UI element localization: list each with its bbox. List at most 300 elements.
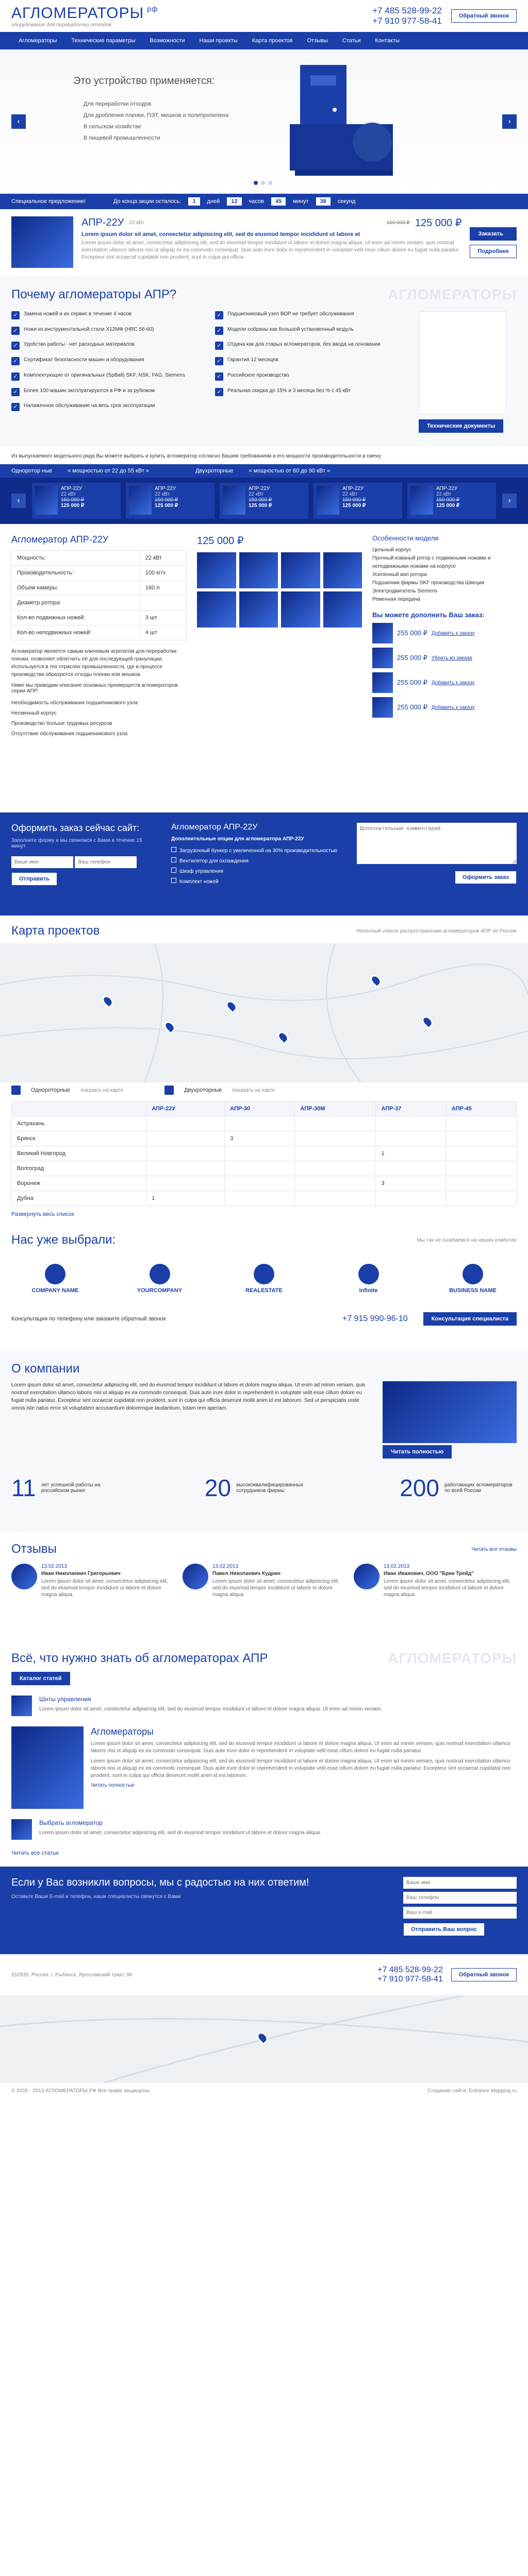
article-title[interactable]: Шнты управления [39, 1696, 91, 1703]
offer-badge: 22 кВт [129, 220, 144, 226]
all-reviews-link[interactable]: Читать все отзывы [471, 1546, 517, 1552]
extras-title: Дополнительные опции для агломератора АПР-22У [171, 836, 304, 842]
hero-prev-arrow[interactable]: ‹ [11, 114, 26, 129]
main-nav [0, 32, 528, 49]
column-header: АПР-30М [295, 1101, 376, 1116]
days-label: дней [207, 198, 220, 205]
review-card [11, 1564, 174, 1598]
why-item-text: Подшипниковый узел ВОР не требует обслуживания [227, 311, 354, 317]
spec-row [12, 596, 187, 611]
check-icon: ✓ [11, 342, 20, 350]
spec-name: Производительность: [12, 566, 140, 581]
question-title: Если у Вас возникли вопросы, мы с радостью на них ответим! [11, 1877, 309, 1888]
addon-toggle[interactable]: Добавить к заказу [431, 680, 475, 686]
article-item[interactable] [11, 1696, 517, 1716]
footer [11, 1954, 517, 1995]
gallery [197, 552, 362, 628]
order-note: Заполните форму и мы свяжемся с Вами в течение 15 минут [11, 838, 142, 849]
footer-map[interactable] [0, 1995, 528, 2083]
expand-list-link[interactable]: Развернуть весь список [11, 1211, 74, 1217]
stat-item [205, 1474, 308, 1502]
article-title[interactable]: Выбрать агломератор [39, 1819, 103, 1826]
read-all-articles[interactable]: Читать все статьи [11, 1850, 59, 1856]
article-image [11, 1726, 84, 1809]
order-submit-2[interactable]: Оформить заказ [455, 871, 517, 884]
extra-label: Шкаф управления [179, 869, 223, 874]
header [11, 0, 517, 32]
review-text: Lorem ipsum dolor sit amet, consectetur adipisicing elit, sed do eiusmod tempor incididunt ut labore et dolore magna aliqua. [212, 1579, 339, 1598]
why-item-text: Налаженное обслуживание на весь срок эксплуатации [24, 403, 155, 409]
map-tab-double-sub[interactable]: показать на карте [232, 1087, 275, 1093]
check-icon: ✓ [11, 388, 20, 396]
reviews-section [11, 1532, 517, 1645]
callback-phone[interactable]: +7 915 990-96-10 [342, 1314, 408, 1323]
detail-bullet: Несменный корпус [11, 710, 57, 716]
extra-option[interactable] [171, 846, 341, 856]
hero-dot[interactable] [268, 181, 272, 185]
hero-item: Для переработки отходов [84, 101, 152, 107]
addon-price: 255 000 ₽ [397, 629, 427, 637]
footer-phone-2[interactable]: +7 910 977-58-41 [377, 1975, 443, 1984]
order-comment[interactable] [357, 823, 517, 864]
article-item[interactable] [11, 1819, 517, 1840]
gallery-thumb[interactable] [323, 552, 362, 588]
countdown-seconds: 38 [316, 197, 331, 206]
clients-sub: Мы так не ошибаемся на наших клиентах [417, 1237, 517, 1243]
detail-price: 125 000 ₽ [197, 535, 244, 547]
gallery-thumb[interactable] [239, 591, 278, 628]
table-cell [446, 1116, 516, 1131]
offer-price: 125 000 ₽ [415, 217, 462, 229]
table-cell: Астрахань [12, 1116, 146, 1131]
client-name: BUSINESS NAME [449, 1287, 497, 1294]
model-card[interactable] [126, 483, 214, 519]
minutes-label: минут [293, 198, 309, 205]
order-name-input[interactable] [11, 856, 73, 868]
hero-dot[interactable] [254, 181, 258, 185]
stat-number: 200 [400, 1475, 439, 1501]
extra-label: Загрузочный бункер с увеличенной на 30% производительностью [179, 848, 338, 854]
spec-value: 22 кВт [140, 551, 186, 566]
review-date: 13.02.2013 [212, 1564, 239, 1569]
table-cell [376, 1191, 446, 1206]
why-item [11, 372, 205, 384]
feature-item: Ременная передача [372, 597, 420, 602]
callback-button[interactable]: Обратный звонок [451, 9, 517, 23]
addon-image [372, 623, 393, 643]
gallery-thumb[interactable] [197, 552, 236, 588]
docs-button[interactable]: Технические документы [419, 419, 503, 433]
hero-dots [254, 181, 272, 185]
column-header: АПР-22У [146, 1101, 225, 1116]
gallery-thumb[interactable] [281, 591, 320, 628]
copyright: © 2005 - 2013 АГЛОМЕРАТОРЫ.РФ Все права защищены [11, 2088, 150, 2094]
check-icon: ✓ [11, 372, 20, 381]
spec-value: 160 л [140, 581, 186, 596]
table-cell: Воронеж [12, 1176, 146, 1191]
detail-bullet: Производство больше трудовых ресурсов [11, 721, 112, 726]
about-section [0, 1351, 528, 1532]
table-cell: 1 [376, 1146, 446, 1161]
hero-dot[interactable] [261, 181, 265, 185]
clients-section [11, 1223, 517, 1351]
why-item-text: Удобство работы - нет расходных материалов [24, 342, 135, 348]
table-cell [146, 1176, 225, 1191]
clients-title: Нас уже выбрали: [11, 1233, 116, 1247]
why-item [215, 327, 408, 338]
model-price: 125 000 ₽ [61, 503, 85, 509]
nav-item[interactable]: Карта проектов [252, 38, 293, 44]
made-by[interactable]: Создание сайта: Entrance Mapping.ru [427, 2088, 517, 2094]
logo-suffix: рф [147, 4, 158, 13]
order-submit-button[interactable]: Отправить [11, 872, 57, 886]
header-phone-1[interactable]: +7 485 528-99-22 [372, 6, 442, 15]
offer-old-price: 150 000 ₽ [386, 220, 410, 226]
why-item-text: Отдача как для старых агломераторов, без ввода на основании [227, 342, 381, 348]
table-cell [376, 1116, 446, 1131]
model-old-price: 150 000 ₽ [436, 497, 460, 503]
avatar [11, 1564, 37, 1589]
check-icon: ✓ [11, 311, 20, 319]
q-phone-input[interactable] [403, 1892, 517, 1904]
logo-text: АГЛОМЕРАТОРЫ [11, 4, 144, 22]
nav-item[interactable]: Статьи [342, 38, 361, 44]
table-cell [295, 1116, 376, 1131]
checkbox-icon[interactable] [171, 847, 176, 852]
review-card [354, 1564, 517, 1598]
hero-list [84, 98, 228, 144]
hero-item: Для дробления пленки, ПЭТ, мешков и полипропилена [84, 112, 229, 118]
footer-phone-1[interactable]: +7 485 528-99-22 [377, 1965, 443, 1974]
map-title: Карта проектов [11, 924, 100, 938]
footer-callback[interactable]: Обратный звонок [451, 1968, 517, 1981]
nav-item[interactable]: Наши проекты [199, 38, 238, 44]
why-item [11, 342, 205, 353]
reviews-title: Отзывы [11, 1542, 57, 1556]
model-thumb [35, 486, 58, 515]
addon-image [372, 697, 393, 718]
projects-table [11, 1101, 517, 1206]
table-cell [225, 1116, 295, 1131]
select-intro: Из выпускаемого модельного ряда Вы можете выбрать и купить агломератор согласно Вашим требованиям и его мощности производительности в смену [11, 453, 382, 459]
spec-value: 4 шт [140, 625, 186, 640]
client-name: YOURCOMPANY [137, 1287, 183, 1294]
model-card[interactable] [314, 483, 402, 519]
avatar [183, 1564, 208, 1589]
article-text: Lorem ipsum dolor sit amet, consectetur adipisicing elit, sed do eiusmod tempor incididunt ut labore et dolore magna aliqua. [39, 1830, 321, 1836]
spec-name: Диаметр ротора: [12, 596, 140, 611]
promo-label: Специальное предложение! [11, 198, 86, 205]
promo-until: До конца акции осталось: [113, 198, 182, 205]
article-image [11, 1696, 32, 1716]
hero-item: В пищевой промышленности [84, 135, 160, 141]
check-icon: ✓ [11, 357, 20, 365]
spec-table [11, 550, 187, 640]
addon-price: 255 000 ₽ [397, 679, 427, 686]
model-card[interactable] [220, 483, 308, 519]
projects-map[interactable] [0, 943, 528, 1082]
model-tabs [0, 464, 528, 478]
spec-value: 100 кг/ч [140, 566, 186, 581]
stat-number: 11 [11, 1475, 36, 1501]
table-cell [225, 1161, 295, 1176]
why-item-text: Замена ножей и их сервис в течение 4 часов [24, 311, 132, 317]
client-logo-mark [45, 1264, 65, 1284]
article-image [11, 1819, 32, 1840]
review-date: 13.02.2013 [384, 1564, 410, 1569]
seconds-label: секунд [337, 198, 356, 205]
client-logo-mark [358, 1264, 379, 1284]
article-title[interactable]: Агломераторы [91, 1726, 154, 1737]
table-cell: 1 [146, 1191, 225, 1206]
nav-item[interactable]: Технические параметры [71, 38, 136, 44]
why-item [11, 357, 205, 368]
catalog-tab[interactable]: Каталог статей [11, 1672, 70, 1685]
hero-item: В сельском хозяйстве [84, 124, 141, 130]
nav-item[interactable]: Отзывы [307, 38, 328, 44]
column-header: АПР-37 [376, 1101, 446, 1116]
more-button[interactable]: Подробнее [470, 245, 517, 258]
map-tab-single[interactable]: Однороторные [31, 1087, 71, 1093]
gallery-thumb[interactable] [239, 552, 278, 588]
nav-item[interactable]: Контакты [375, 38, 400, 44]
spec-row [12, 551, 187, 566]
promo-bar [0, 194, 528, 209]
features-title: Особенности модели [372, 534, 439, 542]
spec-row [12, 625, 187, 640]
table-cell [225, 1176, 295, 1191]
model-name: АПР-22У [342, 486, 364, 492]
offer-card [11, 209, 517, 276]
gallery-thumb[interactable] [197, 591, 236, 628]
tab-double-power: « мощностью от 60 до 90 кВт » [249, 468, 331, 474]
offer-text: Lorem ipsum dolor sit amet, consectetur adipisicing elit, sed do eiusmod tempor incididunt ut labore et dolore magna aliqua. Ut enim ad minim veniam, quis nostrud exercitation ullamco laboris nisi ut aliquip ex ea commodo consequat. Duis aute irure dolor in reprehenderit in voluptate velit esse cillum dolore eu fugiat nulla pariatur. Excepteur sint occaecat cupidatat non proident, sunt in culpa qui officia [81, 240, 460, 260]
articles-watermark: АГЛОМЕРАТОРЫ [387, 1650, 517, 1666]
about-title: О компании [11, 1362, 80, 1376]
nav-item[interactable]: Возможности [150, 38, 185, 44]
stat-item [400, 1474, 517, 1502]
hero-next-arrow[interactable]: › [502, 114, 517, 129]
avatar [354, 1564, 380, 1589]
checkbox-icon[interactable] [171, 868, 176, 873]
table-cell: Великий Новгород [12, 1146, 146, 1161]
logo[interactable] [11, 5, 158, 28]
order-phone-input[interactable] [75, 856, 137, 868]
client-logo [11, 1256, 99, 1302]
why-item-text: Модели собраны как большой установочный модуль [227, 326, 354, 332]
carousel-next[interactable]: › [502, 494, 517, 508]
map-tab-icon [164, 1086, 174, 1095]
addon-toggle[interactable]: Добавить к заказу [431, 704, 475, 710]
model-price: 125 000 ₽ [249, 503, 272, 509]
spec-value [140, 596, 186, 611]
feature-item: Подшипник фирмы SKF производства Швеции [372, 580, 485, 586]
article-text: Lorem ipsum dolor sit amet, consectetur adipisicing elit, sed do eiusmod tempor incididunt ut labore et dolore magna aliqua. Ut enim ad minim veniam. [39, 1706, 383, 1712]
gallery-thumb[interactable] [281, 552, 320, 588]
table-cell: Дубна [12, 1191, 146, 1206]
hero-title: Это устройство применяется: [73, 75, 215, 87]
review-name: Павел Николаевич Кудрин [212, 1571, 280, 1577]
model-thumb [223, 486, 245, 515]
extra-option[interactable] [171, 877, 341, 887]
model-card[interactable] [407, 483, 496, 519]
bottom-bar [11, 2083, 517, 2098]
addons-title: Вы можете дополнить Ваш заказ: [372, 611, 485, 619]
model-price: 125 000 ₽ [155, 503, 178, 509]
table-cell: 3 [225, 1131, 295, 1146]
gallery-thumb[interactable] [323, 591, 362, 628]
header-phone-2[interactable]: +7 910 977-58-41 [372, 16, 442, 26]
map-tab-icon [11, 1086, 21, 1095]
model-old-price: 150 000 ₽ [155, 497, 178, 503]
articles-title: Всё, что нужно знать об агломераторах АПР [11, 1651, 268, 1665]
table-cell [146, 1116, 225, 1131]
order-section [0, 812, 528, 916]
spec-value: 3 шт [140, 611, 186, 625]
stat-item [11, 1474, 113, 1502]
check-icon: ✓ [215, 357, 223, 365]
carousel-prev[interactable]: ‹ [11, 494, 26, 508]
check-icon: ✓ [215, 342, 223, 350]
order-title: Оформить заказ сейчас сайт: [11, 823, 140, 833]
model-old-price: 150 000 ₽ [342, 497, 366, 503]
order-button[interactable]: Заказать [470, 227, 517, 241]
select-section [11, 446, 517, 459]
why-item [215, 372, 408, 384]
model-card[interactable] [32, 483, 121, 519]
countdown-hours: 12 [227, 197, 241, 206]
spec-name: Объем камеры: [12, 581, 140, 596]
about-text: Lorem ipsum dolor sit amet, consectetur adipisicing elit, sed do eiusmod tempor incididunt ut labore et dolore magna aliqua. Ut enim ad minim veniam, quis nostrud exercitation ullamco laboris nisi ut aliquip ex ea commodo consequat. Duis aute irure dolor in reprehenderit in voluptate velit esse cillum dolore eu fugiat nulla pariatur. Excepteur sint occaecat cupidatat non proident, sunt in culpa qui officia deserunt mollit anim id est laborum. Sed ut perspiciatis unde omnis iste natus error sit voluptatem accusantium doloremque laudantium, totam rem aperiam. [11, 1382, 366, 1411]
order-model: Агломератор АПР-22У [171, 823, 258, 832]
stat-label: лет успешной работы на российском рынке [41, 1482, 101, 1494]
addon-toggle[interactable]: Добавить к заказу [431, 630, 475, 636]
why-item-text: Сертификат безопасности машин и оборудования [24, 357, 144, 363]
table-row [12, 1116, 517, 1131]
model-kw: 22 кВт [61, 492, 76, 497]
why-item-text: Комплектующие от оригинальных (SpBall) SKF, NSK, FAG, Siemens [24, 372, 185, 378]
client-logo [116, 1256, 204, 1302]
model-carousel [0, 478, 528, 524]
why-item-text: Российское производство [227, 372, 289, 378]
detail-title: Агломератор АПР-22У [11, 534, 109, 545]
model-price: 125 000 ₽ [342, 503, 366, 509]
map-tabs [11, 1082, 517, 1098]
client-name: infinite [359, 1287, 378, 1294]
model-kw: 22 кВт [342, 492, 358, 497]
extra-option[interactable] [171, 856, 341, 867]
spec-row [12, 581, 187, 596]
map-tab-single-sub[interactable]: показать на карте [80, 1087, 124, 1093]
checkbox-icon[interactable] [171, 857, 176, 862]
hotspot-marker[interactable] [331, 106, 338, 113]
spec-name: Кол-во подвижных ножей: [12, 611, 140, 625]
addon-price: 255 000 ₽ [397, 703, 427, 711]
addon-price: 255 000 ₽ [397, 654, 427, 662]
nav-item[interactable]: Агломераторы [19, 38, 57, 44]
model-kw: 22 кВт [155, 492, 170, 497]
check-icon: ✓ [11, 327, 20, 335]
review-name: Иван Николаевич Григорьевич [41, 1571, 121, 1577]
extra-option[interactable] [171, 867, 341, 877]
model-name: АПР-22У [61, 486, 82, 492]
feature-item: Цельный корпус [372, 547, 411, 553]
table-row [12, 1176, 517, 1191]
spec-name: Мощность: [12, 551, 140, 566]
table-cell [446, 1161, 516, 1176]
q-submit-button[interactable]: Отправить Ваш вопрос [403, 1923, 485, 1936]
detail-section [11, 524, 517, 812]
table-header [12, 1101, 517, 1116]
why-item [215, 357, 408, 368]
model-kw: 22 кВт [249, 492, 264, 497]
table-cell [146, 1146, 225, 1161]
consult-button[interactable]: Консультация специалиста [423, 1312, 517, 1326]
client-logo [429, 1256, 517, 1302]
map-tab-double[interactable]: Двухроторные [184, 1087, 222, 1093]
addon-toggle[interactable]: Убрать из заказа [431, 655, 472, 661]
watermark: АГЛОМЕРАТОРЫ [387, 286, 517, 302]
table-cell [146, 1131, 225, 1146]
stat-label: работающих агломераторов по всей России [444, 1482, 513, 1494]
why-section [0, 276, 528, 446]
why-item [11, 388, 205, 399]
table-row [12, 1146, 517, 1161]
tagline: оборудование для переработки отходов [11, 22, 111, 28]
table-cell: Брянск [12, 1131, 146, 1146]
check-icon: ✓ [215, 327, 223, 335]
detail-text-2: Ниже мы приводим описание основных преимуществ агломераторов серии АПР: [11, 683, 178, 694]
read-full-link[interactable]: Читать полностью [91, 1783, 135, 1788]
review-date: 13.02.2013 [41, 1564, 68, 1569]
tab-single-power: « мощностью от 22 до 55 кВт » [68, 468, 150, 474]
q-email-input[interactable] [403, 1907, 517, 1919]
table-cell [295, 1191, 376, 1206]
tab-single-rotor[interactable]: Одноротор ные [11, 468, 53, 474]
machine-image [279, 60, 414, 183]
why-item [11, 311, 205, 323]
about-more-button[interactable]: Читать полностью [383, 1445, 452, 1459]
review-text: Lorem ipsum dolor sit amet, consectetur adipisicing elit, sed do eiusmod tempor incididunt ut labore et dolore magna aliqua. [41, 1579, 168, 1598]
why-item [215, 342, 408, 353]
model-thumb [317, 486, 339, 515]
checkbox-icon[interactable] [171, 878, 176, 883]
check-icon: ✓ [11, 403, 20, 411]
model-name: АПР-22У [155, 486, 176, 492]
table-cell: Волгоград [12, 1161, 146, 1176]
projects-table-wrap [11, 1101, 517, 1217]
model-price: 125 000 ₽ [436, 503, 460, 509]
table-cell [376, 1161, 446, 1176]
stat-number: 20 [204, 1475, 232, 1501]
table-cell [225, 1146, 295, 1161]
why-title: Почему агломераторы АПР? [11, 287, 177, 301]
table-row [12, 1161, 517, 1176]
client-logo-mark [254, 1264, 274, 1284]
q-name-input[interactable] [403, 1877, 517, 1889]
callback-title: Консультация по телефону или закажите обратный звонок [11, 1316, 166, 1322]
why-item-text: Ножи из инструментальной стали Х12МФ (HRC 56-60) [24, 326, 154, 332]
model-kw: 22 кВт [436, 492, 452, 497]
model-thumb [410, 486, 433, 515]
table-row [12, 1131, 517, 1146]
countdown-minutes: 45 [271, 197, 286, 206]
tab-double-rotor[interactable]: Двухроторные [195, 468, 234, 474]
map-subtitle: Неполный список распространения агломераторов АПР по России [356, 928, 517, 934]
spec-name: Кол-во неподвижных ножей: [12, 625, 140, 640]
article-item[interactable] [11, 1726, 517, 1809]
check-icon: ✓ [215, 388, 223, 396]
